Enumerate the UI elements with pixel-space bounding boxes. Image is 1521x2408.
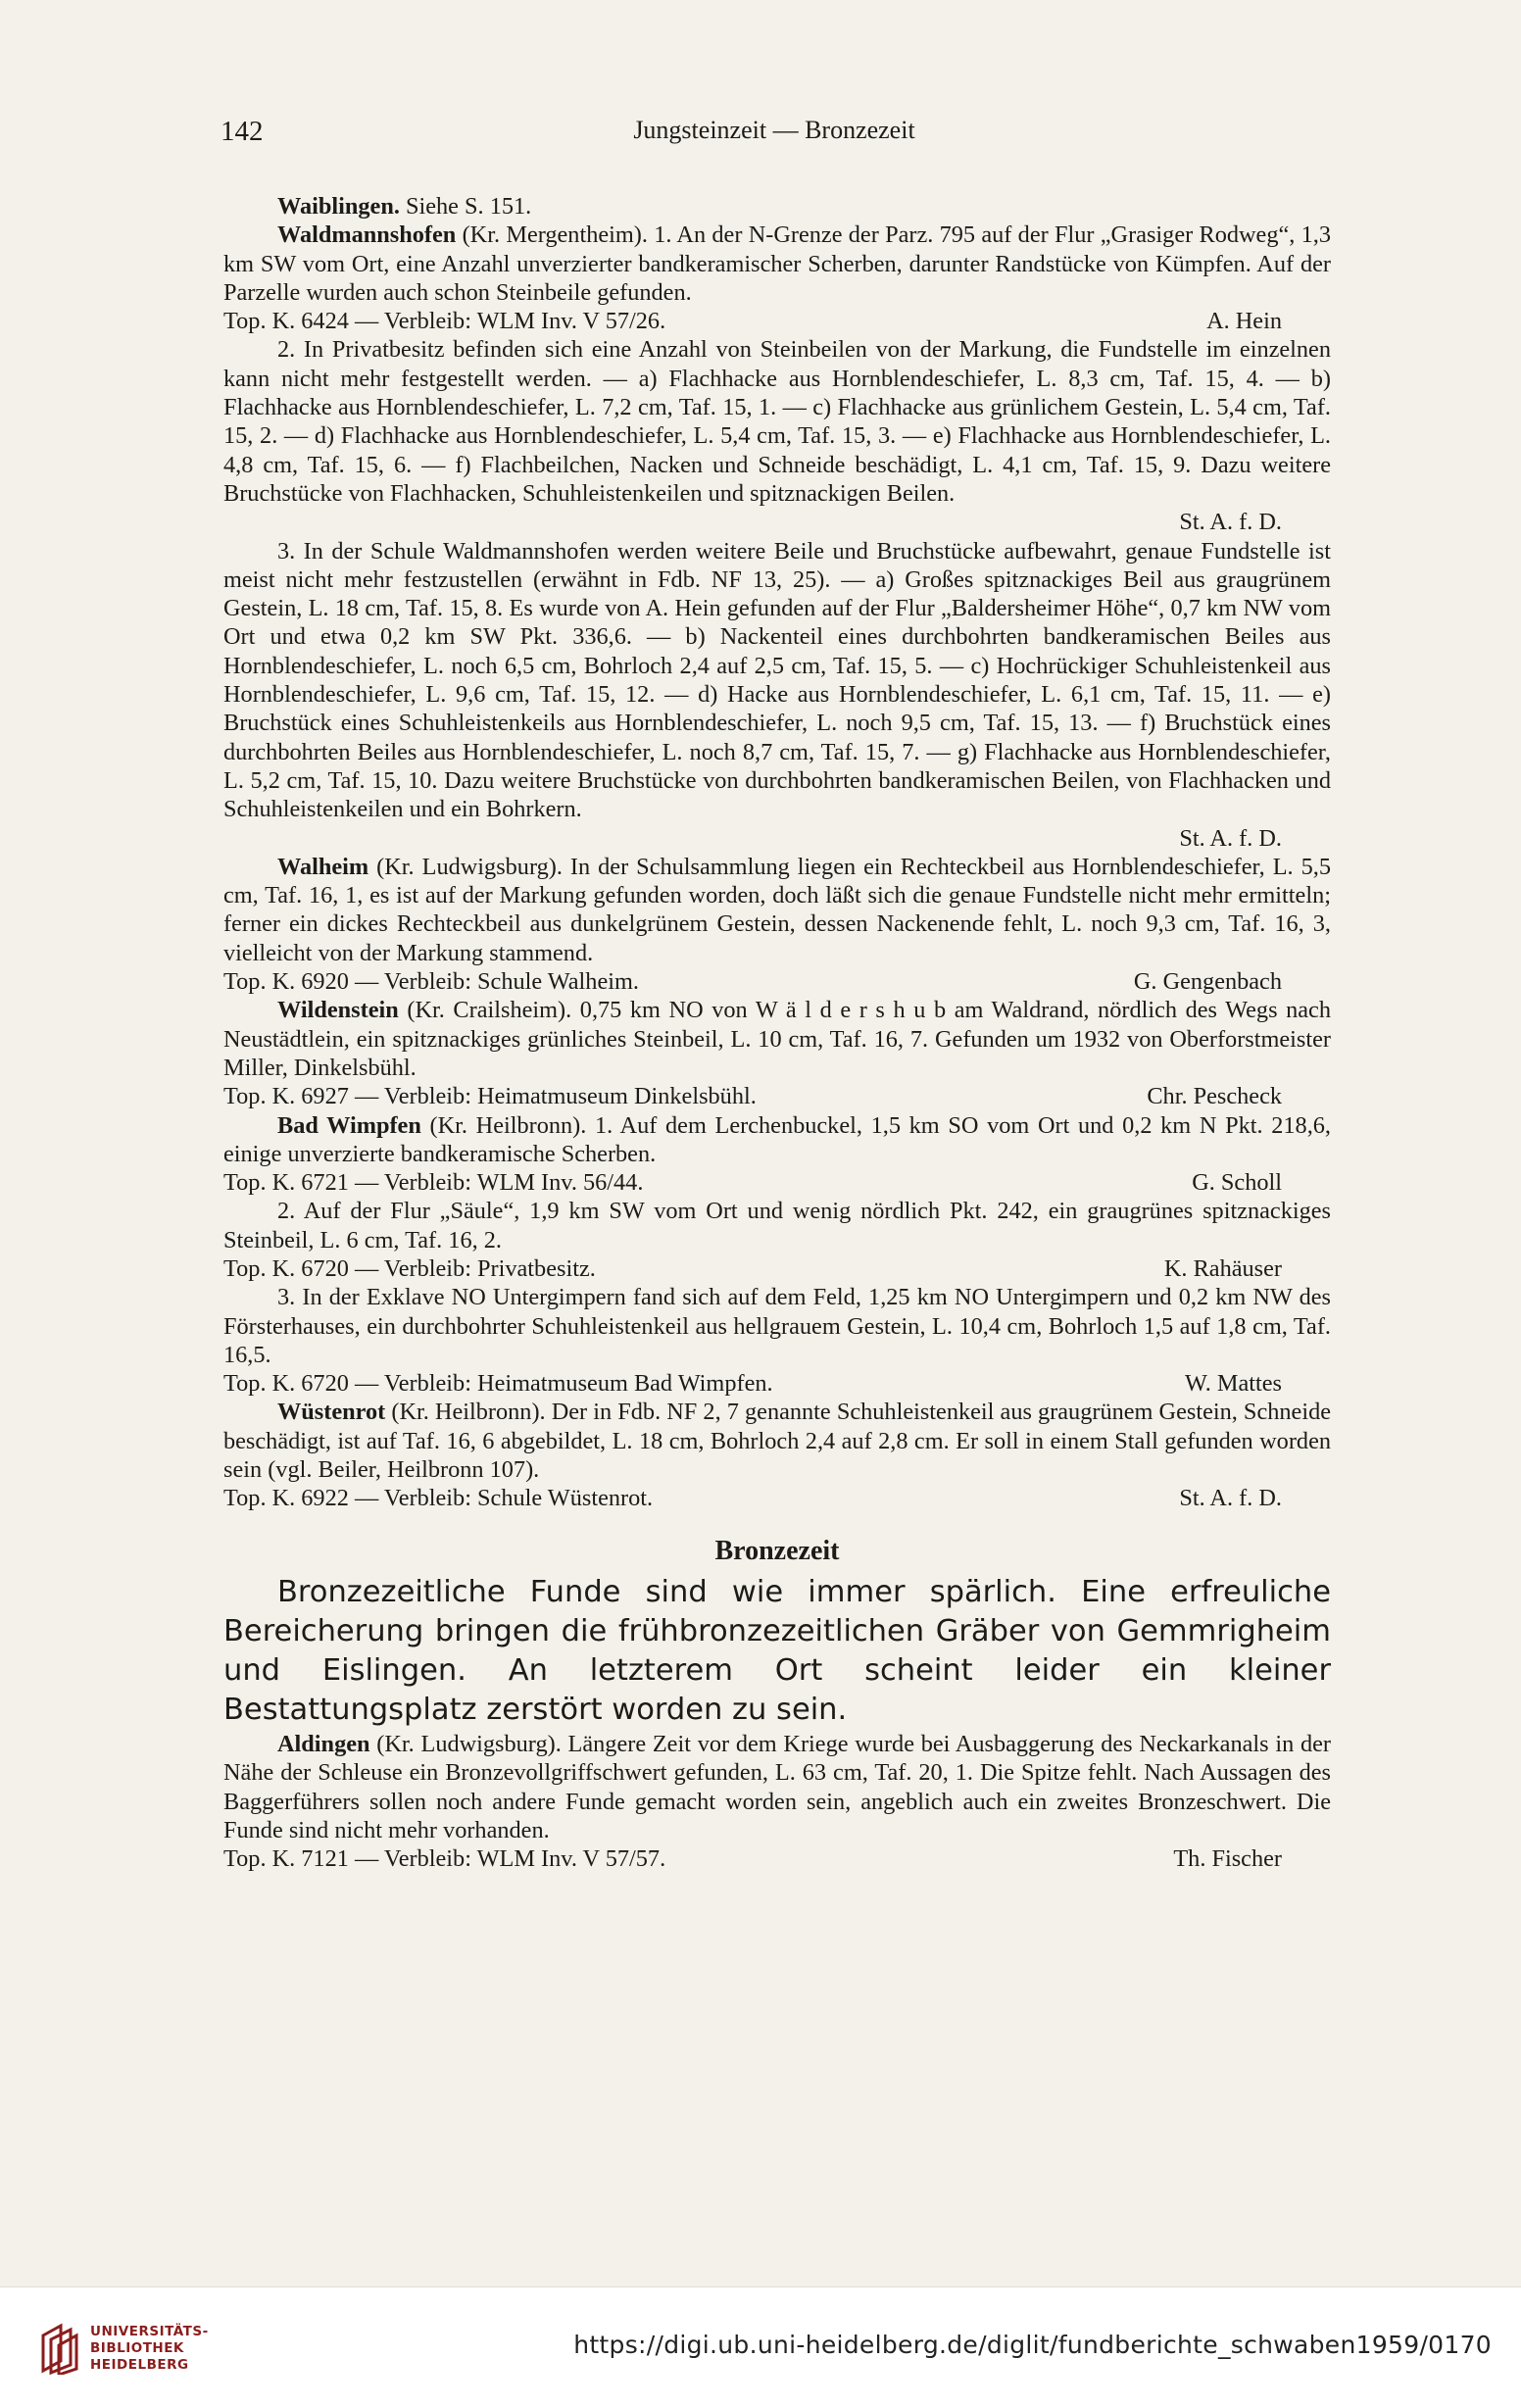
place-name: Wüstenrot [277,1399,386,1426]
source-line [223,1168,1331,1197]
library-logo-icon [37,2322,78,2375]
source-line [223,824,1331,853]
entry-text: (Kr. Ludwigsburg). In der Schulsammlung liegen ein Rechteckbeil aus Hornblendeschiefer, L. 5,5 cm, Taf. 16, 1, es ist auf der Markung gefunden worden, doch läßt sich die genaue Fundstelle nicht mehr ermitteln; ferner ein dickes Rechteckbeil aus dunkelgrünem Gestein, dessen Nackenende fehlt, L. noch 9,3 cm, Taf. 16, 3, vielleicht von der Markung stammend. [223,853,1331,966]
author-signature: St. A. f. D. [1179,1485,1282,1512]
entry-paragraph [223,1111,1331,1169]
entries-part-2 [223,1730,1331,1873]
author-signature: G. Scholl [1192,1169,1282,1197]
source-line [223,1369,1331,1398]
entry-paragraph [223,1730,1331,1844]
author-signature: K. Rahäuser [1163,1254,1282,1282]
author-signature: Th. Fischer [1173,1845,1282,1873]
entry-paragraph [223,1398,1331,1484]
entry-text: (Kr. Mergentheim). 1. An der N-Grenze der Parz. 795 auf der Flur „Grasiger Rodweg“, 1,3 km SW vom Ort, eine Anzahl unverzierter bandkeramischer Scherben, darunter Randstücke von Kümpfen. Auf der Parzelle wurden auch schon Steinbeile gefunden. [223,221,1331,306]
author-signature: A. Hein [1206,308,1282,335]
permalink-url[interactable]: https://digi.ub.uni-heidelberg.de/diglit/fundberichte_schwaben1959/0170 [573,2331,1492,2359]
entry-paragraph [223,221,1331,307]
author-signature: Chr. Pescheck [1147,1083,1282,1110]
library-name [90,2324,209,2374]
place-name: Wildenstein [277,997,399,1024]
entry-text: (Kr. Ludwigsburg). Längere Zeit vor dem Kriege wurde bei Ausbaggerung des Neckarkanals in der Nähe der Schleuse ein Bronzevollgriffschwert gefunden, L. 63 cm, Taf. 20, 1. Die Spitze fehlt. Nach Aussagen des Baggerführers sollen noch andere Funde gemacht worden sein, angeblich auch ein zweites Bronzeschwert. Die Funde sind nicht mehr vorhanden. [223,1730,1331,1843]
entry-text: (Kr. Heilbronn). 1. Auf dem Lerchenbuckel, 1,5 km SO vom Ort und 0,2 km N Pkt. 218,6, einige unverzierte bandkeramische Scherben. [223,1111,1331,1167]
entry-paragraph [223,192,1331,221]
location-ref: Top. K. 6922 — Verbleib: Schule Wüstenrot. [223,1485,654,1512]
author-signature: W. Mattes [1185,1370,1282,1398]
library-name-line-2: BIBLIOTHEK [90,2340,184,2356]
page-number: 142 [221,116,264,147]
library-name-line-3: HEIDELBERG [90,2357,189,2373]
entry-paragraph [223,853,1331,967]
place-name: Waiblingen. [277,193,400,220]
library-name-line-1: UNIVERSITÄTS- [90,2324,209,2339]
location-ref: Top. K. 6720 — Verbleib: Privatbesitz. [223,1254,596,1282]
location-ref: Top. K. 6927 — Verbleib: Heimatmuseum Dinkelsbühl. [223,1083,757,1110]
author-signature: G. Gengenbach [1133,968,1282,996]
place-name: Bad Wimpfen [277,1111,421,1139]
location-ref: Top. K. 6920 — Verbleib: Schule Walheim. [223,968,639,996]
place-name: Aldingen [277,1730,370,1757]
running-header [221,110,1328,157]
entry-text: 2. In Privatbesitz befinden sich eine Anzahl von Steinbeilen von der Markung, die Fundstelle im einzelnen kann nicht mehr festgestellt werden. — a) Flachhacke aus Hornblendeschiefer, L. 8,3 cm, Taf. 15, 4. — b) Flachhacke aus Hornblendeschiefer, L. 7,2 cm, Taf. 15, 1. — c) Flachhacke aus grünlichem Gestein, L. 5,4 cm, Taf. 15, 2. — d) Flachhacke aus Hornblendeschiefer, L. 5,4 cm, Taf. 15, 3. — e) Flachhacke aus Hornblendeschiefer, L. 4,8 cm, Taf. 15, 6. — f) Flachbeilchen, Nacken und Schneide beschädigt, L. 4,1 cm, Taf. 15, 9. Dazu weitere Bruchstücke von Flachhacken, Schuhleistenkeilen und spitznackigen Beilen. [223,336,1331,507]
entry-text: (Kr. Crailsheim). 0,75 km NO von W ä l d e r s h u b am Waldrand, nördlich des Wegs nach Neustädtlein, ein spitznackiges grünliches Steinbeil, L. 10 cm, Taf. 16, 7. Gefunden um 1932 von Oberforstmeister Miller, Dinkelsbühl. [223,997,1331,1081]
entries-part-1 [223,192,1331,1513]
entry-text: 2. Auf der Flur „Säule“, 1,9 km SW vom Ort und wenig nördlich Pkt. 242, ein graugrünes spitznackiges Steinbeil, L. 6 cm, Taf. 16, 2. [223,1198,1331,1253]
location-ref: Top. K. 7121 — Verbleib: WLM Inv. V 57/57. [223,1845,666,1873]
entry-text: 3. In der Schule Waldmannshofen werden weitere Beile und Bruchstücke aufbewahrt, genaue Fundstelle ist meist nicht mehr festzustellen (erwähnt in Fdb. NF 13, 25). — a) Großes spitznackiges Beil aus graugrünem Gestein, L. 18 cm, Taf. 15, 8. Es wurde von A. Hein gefunden auf der Flur „Baldersheimer Höhe“, 0,7 km NW vom Ort und etwa 0,2 km SW Pkt. 336,6. — b) Nackenteil eines durchbohrten bandkeramischen Beiles aus Hornblendeschiefer, L. noch 6,5 cm, Bohrloch 2,4 auf 2,5 cm, Taf. 15, 5. — c) Hochrückiger Schuhleistenkeil aus Hornblendeschiefer, L. 9,6 cm, Taf. 15, 12. — d) Hacke aus Hornblendeschiefer, L. 6,1 cm, Taf. 15, 11. — e) Bruchstück eines Schuhleistenkeils aus Hornblendeschiefer, L. noch 9,5 cm, Taf. 15, 13. — f) Bruchstück eines durchbohrten Beiles aus Hornblendeschiefer, L. noch 8,7 cm, Taf. 15, 7. — g) Flachhacke aus Hornblendeschiefer, L. 5,2 cm, Taf. 15, 10. Dazu weitere Bruchstücke von durchbohrten bandkeramischen Beilen, von Flachhacken und Schuhleistenkeilen und ein Bohrkern. [223,537,1331,823]
entry-paragraph [223,537,1331,824]
location-ref: Top. K. 6424 — Verbleib: WLM Inv. V 57/26. [223,308,666,335]
entry-paragraph [223,996,1331,1082]
source-line [223,1844,1331,1873]
author-signature: St. A. f. D. [1179,824,1282,852]
location-ref: Top. K. 6720 — Verbleib: Heimatmuseum Bad Wimpfen. [223,1370,773,1398]
entry-paragraph [223,335,1331,508]
place-name: Waldmannshofen [277,221,457,249]
entry-paragraph [223,1197,1331,1254]
entry-paragraph [223,1283,1331,1369]
main-text [223,192,1331,1873]
entry-text: Siehe S. 151. [399,193,532,220]
footer-bar [0,2286,1521,2408]
location-ref: Top. K. 6721 — Verbleib: WLM Inv. 56/44. [223,1169,644,1197]
section-intro: Bronzezeitliche Funde sind wie immer spärlich. Eine erfreuliche Bereicherung bringen die frühbronzezeitlichen Gräber von Gemmrigheim und Eislingen. An letzterem Ort scheint leider ein kleiner Bestattungsplatz zerstört worden zu sein. [223,1574,1331,1727]
running-title: Jungsteinzeit — Bronzezeit [633,116,915,144]
place-name: Walheim [277,853,369,880]
author-signature: St. A. f. D. [1179,509,1282,536]
entry-text: 3. In der Exklave NO Untergimpern fand sich auf dem Feld, 1,25 km NO Untergimpern und 0,2 km NW des Försterhauses, ein durchbohrter Schuhleistenkeil aus hellgrauem Gestein, L. 10,4 cm, Bohrloch 1,5 auf 1,8 cm, Taf. 16,5. [223,1284,1331,1368]
source-line [223,307,1331,335]
source-line [223,508,1331,536]
source-line [223,967,1331,996]
section-title: Bronzezeit [714,1535,840,1566]
entry-text: (Kr. Heilbronn). Der in Fdb. NF 2, 7 genannte Schuhleistenkeil aus graugrünem Gestein, Schneide beschädigt, ist auf Taf. 16, 6 abgebildet, L. 18 cm, Bohrloch 2,4 auf 2,8 cm. Er soll in einem Stall gefunden worden sein (vgl. Beiler, Heilbronn 107). [223,1399,1331,1484]
source-line [223,1484,1331,1512]
source-line [223,1082,1331,1110]
source-line [223,1254,1331,1283]
